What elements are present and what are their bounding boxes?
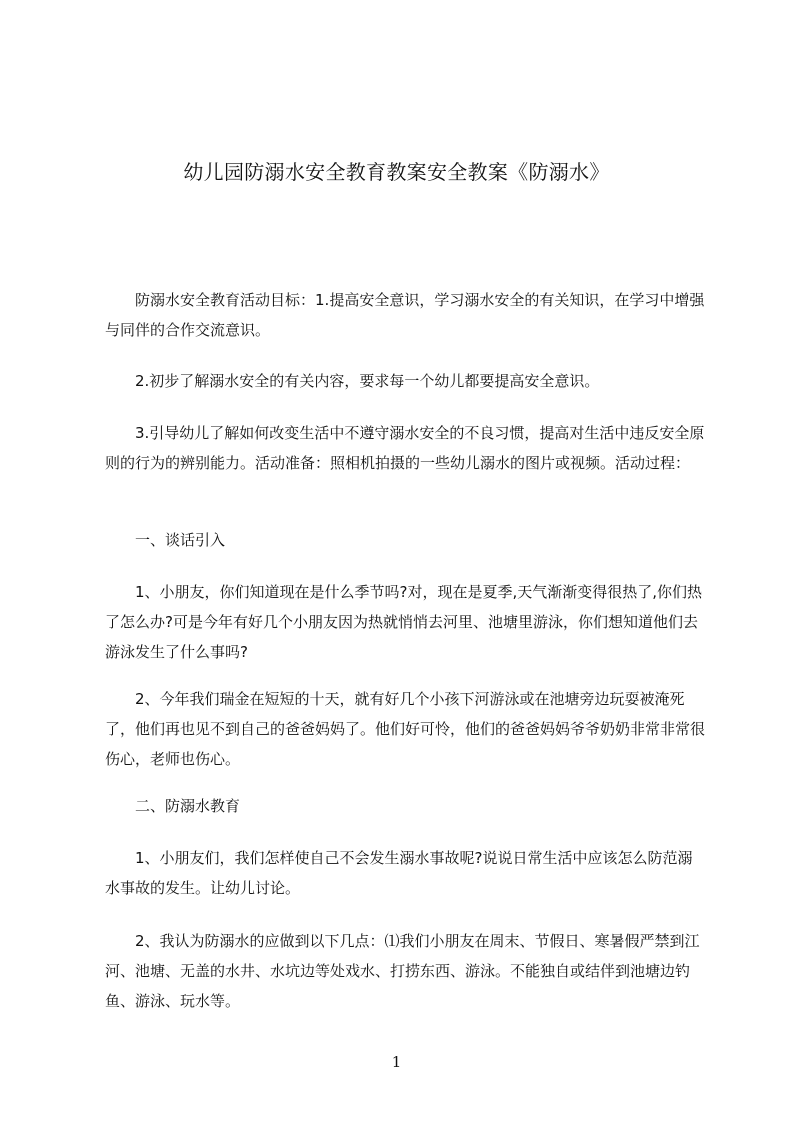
document-title: 幼儿园防溺水安全教育教案安全教案《防溺水》 — [183, 160, 610, 185]
page-number: 1 — [391, 1053, 402, 1071]
paragraph-education-2: 2、我认为防溺水的应做到以下几点：⑴我们小朋友在周末、节假日、寒暑假严禁到江河、池塘、无盖的水井、水坑边等处戏水、打捞东西、游泳。不能独自或结伴到池塘边钓鱼、游泳、玩水等。 — [105, 932, 700, 1010]
section-heading-education: 二、防溺水教育 — [135, 797, 241, 815]
paragraph-education-1: 1、小朋友们，我们怎样使自己不会发生溺水事故呢?说说日常生活中应该怎么防范溺水事故的发生。让幼儿讨论。 — [105, 849, 693, 897]
paragraph-objective-3: 3.引导幼儿了解如何改变生活中不遵守溺水安全的不良习惯，提高对生活中违反安全原则的行为的辨别能力。活动准备：照相机拍摄的一些幼儿溺水的图片或视频。活动过程： — [105, 424, 705, 472]
paragraph-objective-2: 2.初步了解溺水安全的有关内容，要求每一个幼儿都要提高安全意识。 — [135, 372, 600, 390]
paragraph-objective-1: 防溺水安全教育活动目标：1.提高安全意识，学习溺水安全的有关知识，在学习中增强与同伴的合作交流意识。 — [105, 291, 705, 339]
paragraph-intro-1: 1、小朋友，你们知道现在是什么季节吗?对，现在是夏季,天气渐渐变得很热了,你们热了怎么办?可是今年有好几个小朋友因为热就悄悄去河里、池塘里游泳，你们想知道他们去游泳发生了什么事吗? — [105, 583, 703, 661]
section-heading-intro: 一、谈话引入 — [135, 531, 226, 549]
paragraph-intro-2: 2、今年我们瑞金在短短的十天，就有好几个小孩下河游泳或在池塘旁边玩耍被淹死了，他们再也见不到自己的爸爸妈妈了。他们好可怜，他们的爸爸妈妈爷爷奶奶非常非常很伤心，老师也伤心。 — [105, 690, 706, 768]
